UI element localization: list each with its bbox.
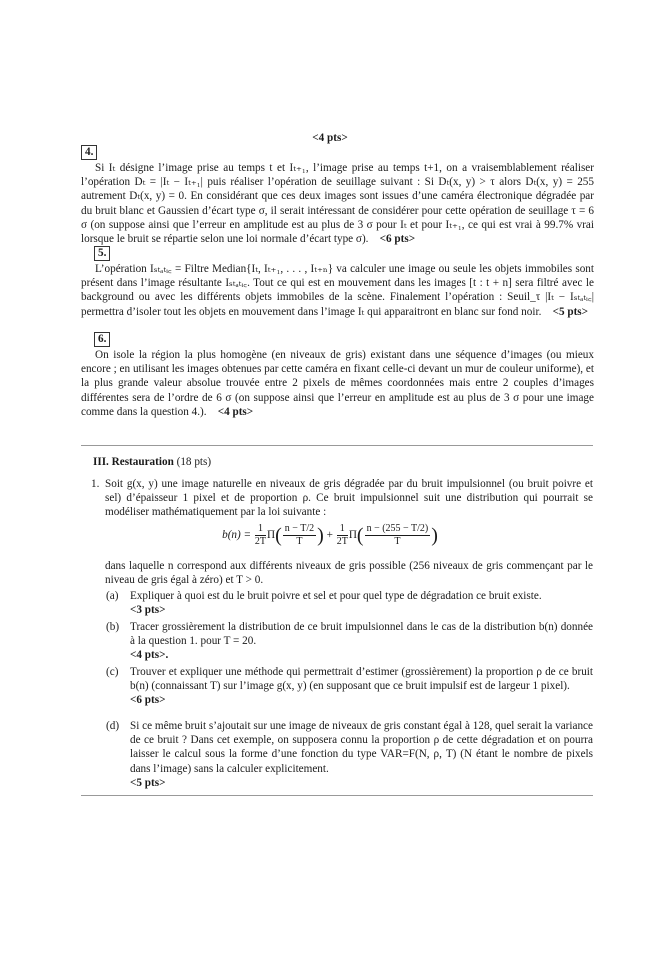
question-4-number: 4. — [81, 145, 97, 160]
subitem-d-label: (d) — [106, 720, 120, 732]
subitem-c-text: Trouver et expliquer une méthode qui permettrait d’estimer (grossièrement) la proportion ρ de ce bruit b(n) (connaissant T) sur l’image g(x, y) (en supposant que ce bruit impulsif est de largeur 1 pixel). — [130, 666, 593, 693]
paren-open-1: ( — [275, 524, 282, 547]
subitem-a — [106, 589, 593, 617]
arg-1-numerator: n − T/2 — [284, 523, 315, 534]
section-title — [93, 455, 211, 469]
arg-2-numerator: n − (255 − T/2) — [366, 523, 429, 534]
formula-lhs: b(n) = — [222, 529, 252, 542]
paren-open-2: ( — [356, 524, 364, 547]
coef-1-numerator: 1 — [255, 523, 266, 536]
subitem-a-label: (a) — [106, 590, 119, 602]
question-5-points: <5 pts> — [552, 305, 589, 318]
question-4-points: <6 pts> — [379, 233, 416, 246]
subitem-d-points: <5 pts> — [130, 776, 166, 789]
subitem-c-label: (c) — [106, 666, 119, 678]
subitem-c — [106, 665, 593, 708]
formula-arg-1 — [283, 523, 316, 548]
item-1-after: dans laquelle n correspond aux différents niveaux de gris possible (256 niveaux de gris commençant par le niveau de gris égal à zéro) et T > 0. — [105, 560, 593, 587]
pi-2: Π — [348, 529, 357, 542]
question-6-answer — [81, 348, 594, 419]
coef-1-denominator: 2T — [254, 536, 266, 547]
arg-2-denominator: T — [394, 536, 401, 547]
section-points: (18 pts) — [176, 456, 212, 468]
formula-arg-2 — [365, 523, 431, 548]
subitem-b-points: <4 pts>. — [130, 649, 169, 662]
question-4-text: Si Iₜ désigne l’image prise au temps t et Iₜ₊₁, l’image prise au temps t+1, on a vraisemblablement réaliser l’opération Dₜ = |Iₜ − Iₜ₊₁| puis réaliser l’opération de seuillage suivant : Si Dₜ(x, y) > τ alors Dₜ(x, y) = 255 autrement Dₜ(x, y) = 0. En considérant que ces deux images sont issues d’une caméra électronique dégradée par du bruit blanc et Gaussien d’écart type σ, il serait intéressant de considérer pour cette opération de seuillage τ = 6 σ (on suppose ainsi que l’erreur en amplitude est au plus de 3 σ pour Iₜ et pour Iₜ₊₁, ce qui est vrai à 99.7% vrai lorsque le bruit se répartie selon une loi normale d’écart type σ). — [81, 162, 594, 246]
paren-close-1: ) — [317, 524, 324, 547]
bottom-divider — [81, 795, 593, 796]
paren-close-2: ) — [431, 524, 438, 547]
question-5-text: L’opération Iₛₜₐₜᵢ꜀ = Filtre Median{Iₜ, Iₜ₊₁, . . . , Iₜ₊ₙ} va calculer une image ou seule les objets immobiles sont présent dans l’image résultante Iₛₜₐₜᵢ꜀. Tout ce qui est en mouvement dans les images [t : t + n] sera filtré avec le background ou avec les différents objets immobiles de la scène. Finalement l’opération : Seuil_τ |Iₜ − Iₛₜₐₜᵢ꜀| permettra d’isoler tout les objets en mouvement dans l’image Iₜ qui apparaitront en blanc sur fond noir. — [81, 263, 594, 318]
question-5-answer — [81, 262, 594, 319]
subitem-b-text: Tracer grossièrement la distribution de ce bruit impulsionnel dans le cas de la distribution b(n) donnée à la question 1. pour T = 20. — [130, 621, 593, 648]
header-points: <4 pts> — [312, 132, 348, 144]
item-1-label: 1. — [91, 478, 100, 490]
question-6-points: <4 pts> — [217, 405, 254, 418]
coef-2-numerator: 1 — [337, 523, 348, 536]
question-4-answer — [81, 161, 594, 246]
coef-2-denominator: 2T — [336, 536, 348, 547]
subitem-a-text: Expliquer à quoi est du le bruit poivre et sel et pour quel type de dégradation ce bruit existe. — [130, 590, 542, 602]
section-title-text: III. Restauration — [93, 456, 174, 468]
item-1-intro — [91, 477, 593, 520]
question-6-number: 6. — [94, 332, 110, 347]
subitem-d — [106, 719, 593, 790]
subitem-a-points: <3 pts> — [130, 604, 166, 617]
subitem-c-points: <6 pts> — [130, 694, 166, 707]
top-divider — [81, 445, 593, 446]
item-1-intro-text: Soit g(x, y) une image naturelle en niveaux de gris dégradée par du bruit impulsionnel (ou bruit poivre et sel) d’épaisseur 1 pixel et de proportion ρ. Ce bruit impulsionnel suit une distribution qui pourrait se modéliser mathématiquement par la loi suivante : — [105, 478, 593, 519]
subitem-d-text: Si ce même bruit s’ajoutait sur une image de niveaux de gris constant égal à 128, quel serait la variance de ce bruit ? Dans cet exemple, on supposera connu la proportion ρ de cette dégradation et on pourra laisser le calcul sous la forme d’une fonction du type VAR=F(N, ρ, T) (N étant le nombre de pixels dans l’image) sans la calculer explicitement. — [130, 720, 593, 775]
subitem-b-label: (b) — [106, 621, 120, 633]
subitem-b — [106, 620, 593, 663]
formula-plus: + — [326, 529, 333, 542]
formula-b-n — [0, 523, 660, 548]
pi-1: Π — [267, 529, 276, 542]
formula-coef-1 — [255, 523, 266, 548]
question-5-number: 5. — [94, 246, 110, 261]
question-6-text: On isole la région la plus homogène (en niveaux de gris) existant dans une séquence d’images (ou mieux encore ; en utilisant les images obtenues par cette caméra en fixant celle-ci devant un mur de couleur uniforme), et la plus grande valeur absolue trouvée entre 2 pixels de mêmes coordonnées mais entre 2 couples d’images différentes sera de l’ordre de 6 σ (on suppose ainsi que l’erreur en amplitude est au plus de 3 σ pour une image comme dans la question 4.). — [81, 349, 594, 418]
formula-coef-2 — [337, 523, 348, 548]
arg-1-denominator: T — [296, 536, 303, 547]
